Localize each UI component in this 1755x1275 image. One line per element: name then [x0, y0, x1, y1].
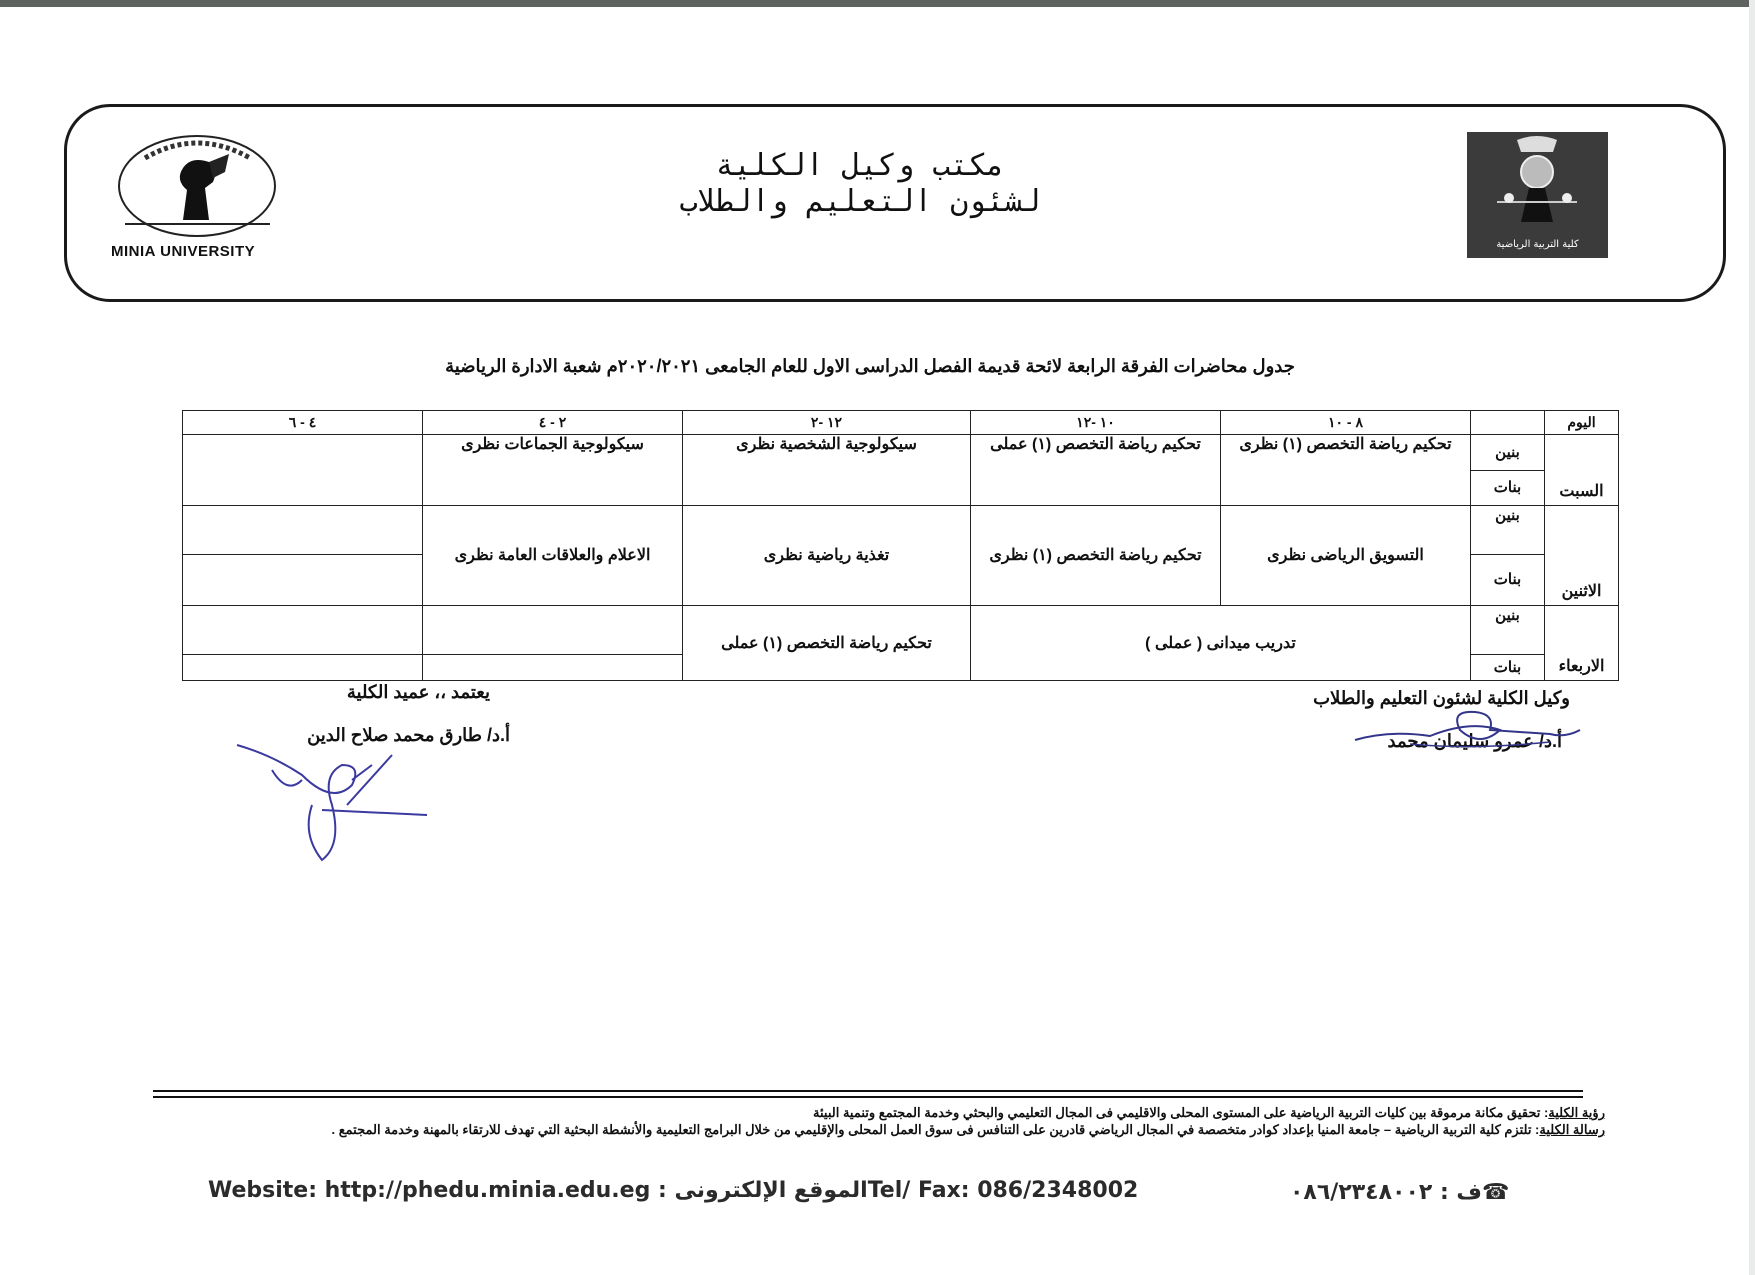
slot-header-4: ٢ - ٤ — [423, 411, 683, 435]
scan-right-edge — [1749, 0, 1755, 1275]
group-boys: بنين — [1471, 434, 1545, 470]
schedule-title: جدول محاضرات الفرقة الرابعة لائحة قديمة الفصل الدراسى الاول للعام الجامعى ٢٠٢٠/٢٠٢١م شعبة الادارة الرياضية — [445, 356, 1295, 376]
group-boys: بنين — [1471, 606, 1545, 655]
cell-wednesday-slot4-girls — [423, 655, 683, 681]
cell-saturday-slot2: تحكيم رياضة التخصص (١) عملى — [971, 434, 1221, 506]
slot-header-5: ٤ - ٦ — [183, 411, 423, 435]
cell-wednesday-slot3: تحكيم رياضة التخصص (١) عملى — [683, 606, 971, 681]
cell-wednesday-slot4-boys — [423, 606, 683, 655]
cell-monday-slot1: التسويق الرياضى نظرى — [1221, 506, 1471, 606]
dean-handwritten-signature — [232, 735, 432, 865]
vision-text: : تحقيق مكانة مرموقة بين كليات التربية الرياضية على المستوى المحلى والاقليمي فى المجال التعليمي والبحثي وخدمة المجتمع وتنمية البيئة — [813, 1105, 1549, 1120]
cell-saturday-slot4: سيكولوجية الجماعات نظرى — [423, 434, 683, 506]
cell-saturday-slot5 — [183, 434, 423, 506]
cell-wednesday-slot5-boys — [183, 606, 423, 655]
footer-rule-top — [153, 1090, 1583, 1092]
cell-wednesday-slot1-2: تدريب ميدانى ( عملى ) — [971, 606, 1471, 681]
cell-monday-slot4: الاعلام والعلاقات العامة نظرى — [423, 506, 683, 606]
mission-text: : تلتزم كلية التربية الرياضية – جامعة المنيا بإعداد كوادر متخصصة في المجال الرياضي قادرين على التنافس فى سوق العمل المحلى والإقليمي من خلال البرامج التعليمية والأنشطة البحثية التي تهدف للارتقاء بالمهنة وخدمة المجتمع . — [331, 1122, 1540, 1137]
letterhead-title — [600, 148, 1120, 220]
cell-monday-slot3: تغذية رياضية نظرى — [683, 506, 971, 606]
group-girls: بنات — [1471, 470, 1545, 506]
group-boys: بنين — [1471, 506, 1545, 554]
table-row — [183, 434, 1619, 470]
day-monday: الاثنين — [1545, 506, 1619, 606]
group-column-header — [1471, 411, 1545, 435]
scan-top-band — [0, 0, 1755, 7]
lecture-schedule-table — [182, 410, 1619, 681]
slot-header-3: ١٢ -٢ — [683, 411, 971, 435]
footer-contact — [208, 1178, 1138, 1203]
vice-dean-name: أ.د/ عمرو سليمان محمد — [1387, 731, 1562, 751]
vision-line — [150, 1104, 1605, 1121]
dean-title: يعتمد ،، عميد الكلية — [346, 682, 490, 702]
letterhead-title-line1: مكتب وكيل الكلية — [715, 148, 1005, 183]
table-row — [183, 606, 1619, 655]
vice-dean-title: وكيل الكلية لشئون التعليم والطلاب — [1313, 688, 1570, 708]
mission-line — [150, 1121, 1605, 1138]
vision-label: رؤية الكلية — [1548, 1105, 1605, 1120]
cell-monday-slot2: تحكيم رياضة التخصص (١) نظرى — [971, 506, 1221, 606]
group-girls: بنات — [1471, 554, 1545, 605]
faculty-emblem-icon — [1467, 132, 1608, 232]
group-girls: بنات — [1471, 655, 1545, 681]
university-name: MINIA UNIVERSITY — [111, 243, 256, 260]
day-column-header: اليوم — [1545, 411, 1619, 435]
table-row — [183, 506, 1619, 554]
footer-phone — [1290, 1180, 1509, 1205]
telfax-text: Tel/ Fax: 086/2348002 — [867, 1178, 1139, 1203]
slot-header-2: ١٠ -١٢ — [971, 411, 1221, 435]
website-text: Website: http://phedu.minia.edu.eg : الموقع الإلكترونى — [208, 1178, 868, 1203]
vice-dean-handwritten-signature — [1350, 700, 1590, 760]
day-saturday: السبت — [1545, 434, 1619, 506]
footer-vision-mission — [150, 1104, 1605, 1138]
faculty-logo-caption: كلية التربية الرياضية — [1496, 239, 1579, 250]
cell-saturday-slot3: سيكولوجية الشخصية نظرى — [683, 434, 971, 506]
day-wednesday: الاربعاء — [1545, 606, 1619, 681]
cell-saturday-slot1: تحكيم رياضة التخصص (١) نظرى — [1221, 434, 1471, 506]
phone-text: ف : ٠٨٦/٢٣٤٨٠٠٢ — [1290, 1180, 1482, 1205]
cell-monday-slot5-boys — [183, 506, 423, 554]
footer-rule-bottom — [153, 1096, 1583, 1098]
telephone-icon: ☎ — [1481, 1180, 1510, 1205]
nefertiti-emblem-icon — [105, 128, 285, 240]
slot-header-1: ٨ - ١٠ — [1221, 411, 1471, 435]
table-header-row — [183, 411, 1619, 435]
cell-monday-slot5-girls — [183, 554, 423, 605]
mission-label: رسالة الكلية — [1539, 1122, 1605, 1137]
dean-name: أ.د/ طارق محمد صلاح الدين — [307, 725, 510, 745]
cell-wednesday-slot5-girls — [183, 655, 423, 681]
faculty-logo — [1467, 132, 1608, 258]
minia-university-logo — [105, 128, 285, 260]
letterhead-title-line2: لشئون التعليم والطلاب — [679, 184, 1041, 219]
